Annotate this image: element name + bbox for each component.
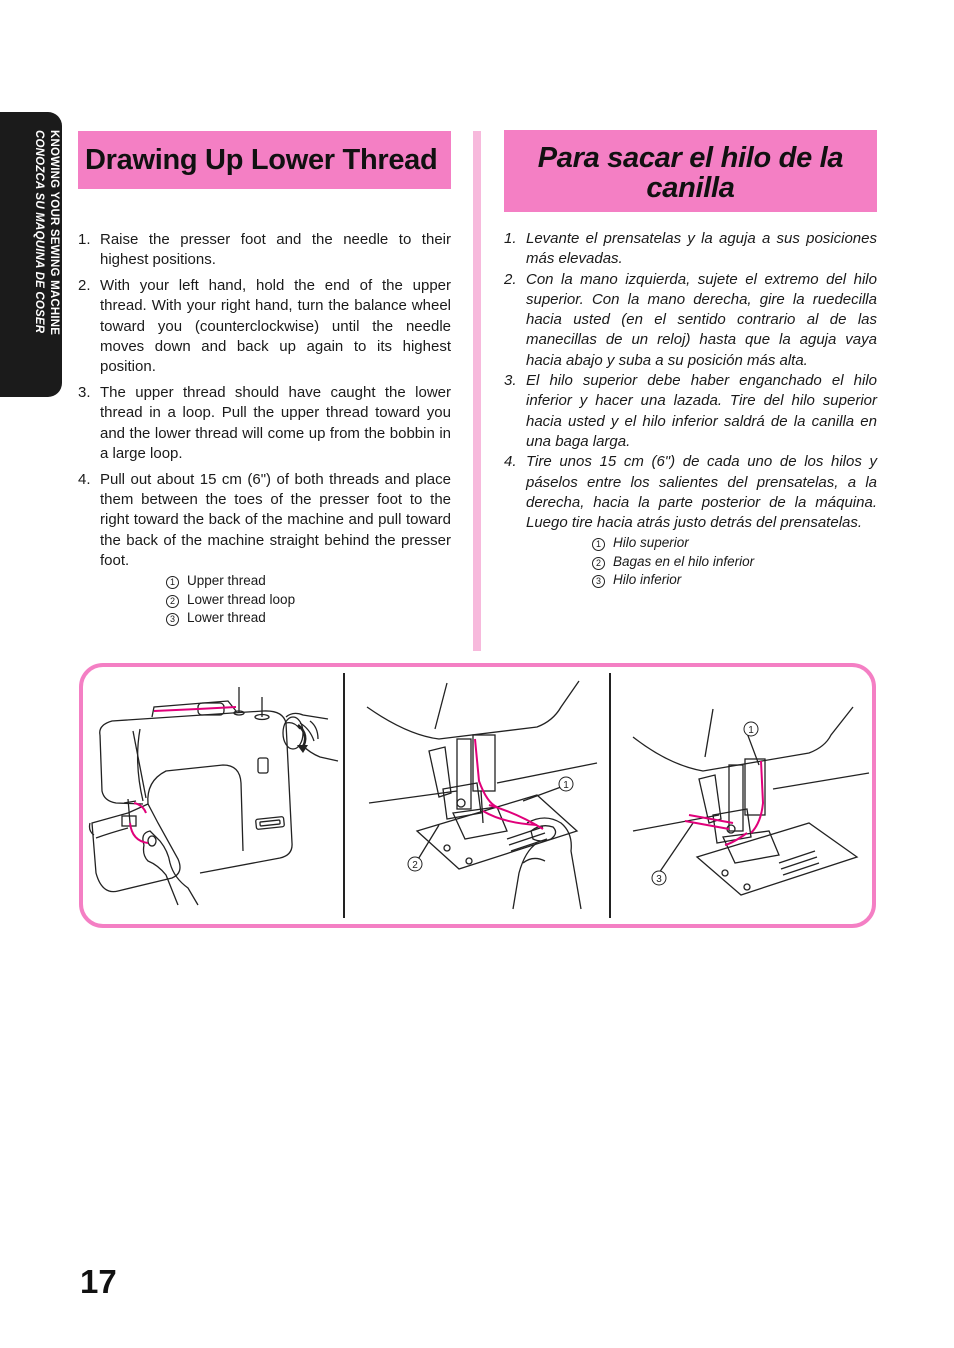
- step-english-1: 1. Raise the presser foot and the needle to their highest positions.: [78, 231, 451, 269]
- side-tab-english: KNOWING YOUR SEWING MACHINE: [48, 130, 60, 336]
- title-english: Drawing Up Lower Thread: [78, 131, 451, 189]
- callout-2: 2: [412, 860, 418, 871]
- panel-divider: [609, 673, 611, 918]
- threads-behind-foot-illustration: [613, 673, 871, 918]
- legend-item: 1 Hilo superior: [592, 534, 754, 553]
- callout-1: 1: [563, 780, 569, 791]
- panel-divider: [343, 673, 345, 918]
- steps-spanish: [504, 229, 877, 533]
- legend-item: 3 Lower thread: [166, 609, 295, 628]
- legend-english: [166, 572, 295, 628]
- legend-item: 2 Lower thread loop: [166, 591, 295, 610]
- step-spanish-3: 3. El hilo superior debe haber enganchado el hilo inferior y hacer una lazada. Tire del hilo superior hacia usted y el hilo inferior saldrá de la canilla en una baga larga.: [504, 372, 877, 450]
- callout-3: 3: [656, 874, 662, 885]
- step-english-4: 4. Pull out about 15 cm (6") of both threads and place them between the toes of the presser foot to the right toward the back of the machine and pull toward the back of the machine straight behind the presser foot.: [78, 470, 451, 569]
- presser-foot-illustration: [347, 673, 607, 918]
- step-spanish-2: 2. Con la mano izquierda, sujete el extremo del hilo superior. Con la mano derecha, gire la ruedecilla hacia usted (en el sentido contrario al de las manecillas de un reloj) hasta que la aguja vaya hacia abajo y suba a su posición más alta.: [504, 270, 877, 369]
- step-english-3: 3. The upper thread should have caught the lower thread in a loop. Pull the upper thread toward you and the lower thread will come up from the bobbin in a large loop.: [78, 384, 451, 462]
- steps-english: [78, 230, 451, 577]
- column-divider: [473, 131, 481, 651]
- legend-item: 2 Bagas en el hilo inferior: [592, 553, 754, 572]
- step-spanish-1: 1. Levante el prensatelas y la aguja a sus posiciones más elevadas.: [504, 230, 877, 268]
- legend-item: 3 Hilo inferior: [592, 571, 754, 590]
- legend-item: 1 Upper thread: [166, 572, 295, 591]
- title-spanish: Para sacar el hilo de la canilla: [504, 130, 877, 212]
- side-tab-spanish: CONOZCA SU MAQUINA DE COSER: [33, 130, 45, 334]
- step-spanish-4: 4. Tire unos 15 cm (6") de cada uno de los hilos y páselos entre los salientes del prensatelas, a la derecha, hacia la parte posterior de la máquina. Luego tire hacia atrás justo detrás del prensatelas.: [504, 453, 877, 532]
- section-side-tab: [0, 112, 62, 397]
- step-english-2: 2. With your left hand, hold the end of the upper thread. With your right hand, turn the balance wheel toward you (counterclockwise) until the needle moves down and back up again to its highest position.: [78, 277, 451, 376]
- page-number: 17: [80, 1263, 117, 1300]
- legend-spanish: [592, 534, 754, 590]
- sewing-machine-illustration: [88, 673, 340, 918]
- callout-1: 1: [748, 725, 754, 736]
